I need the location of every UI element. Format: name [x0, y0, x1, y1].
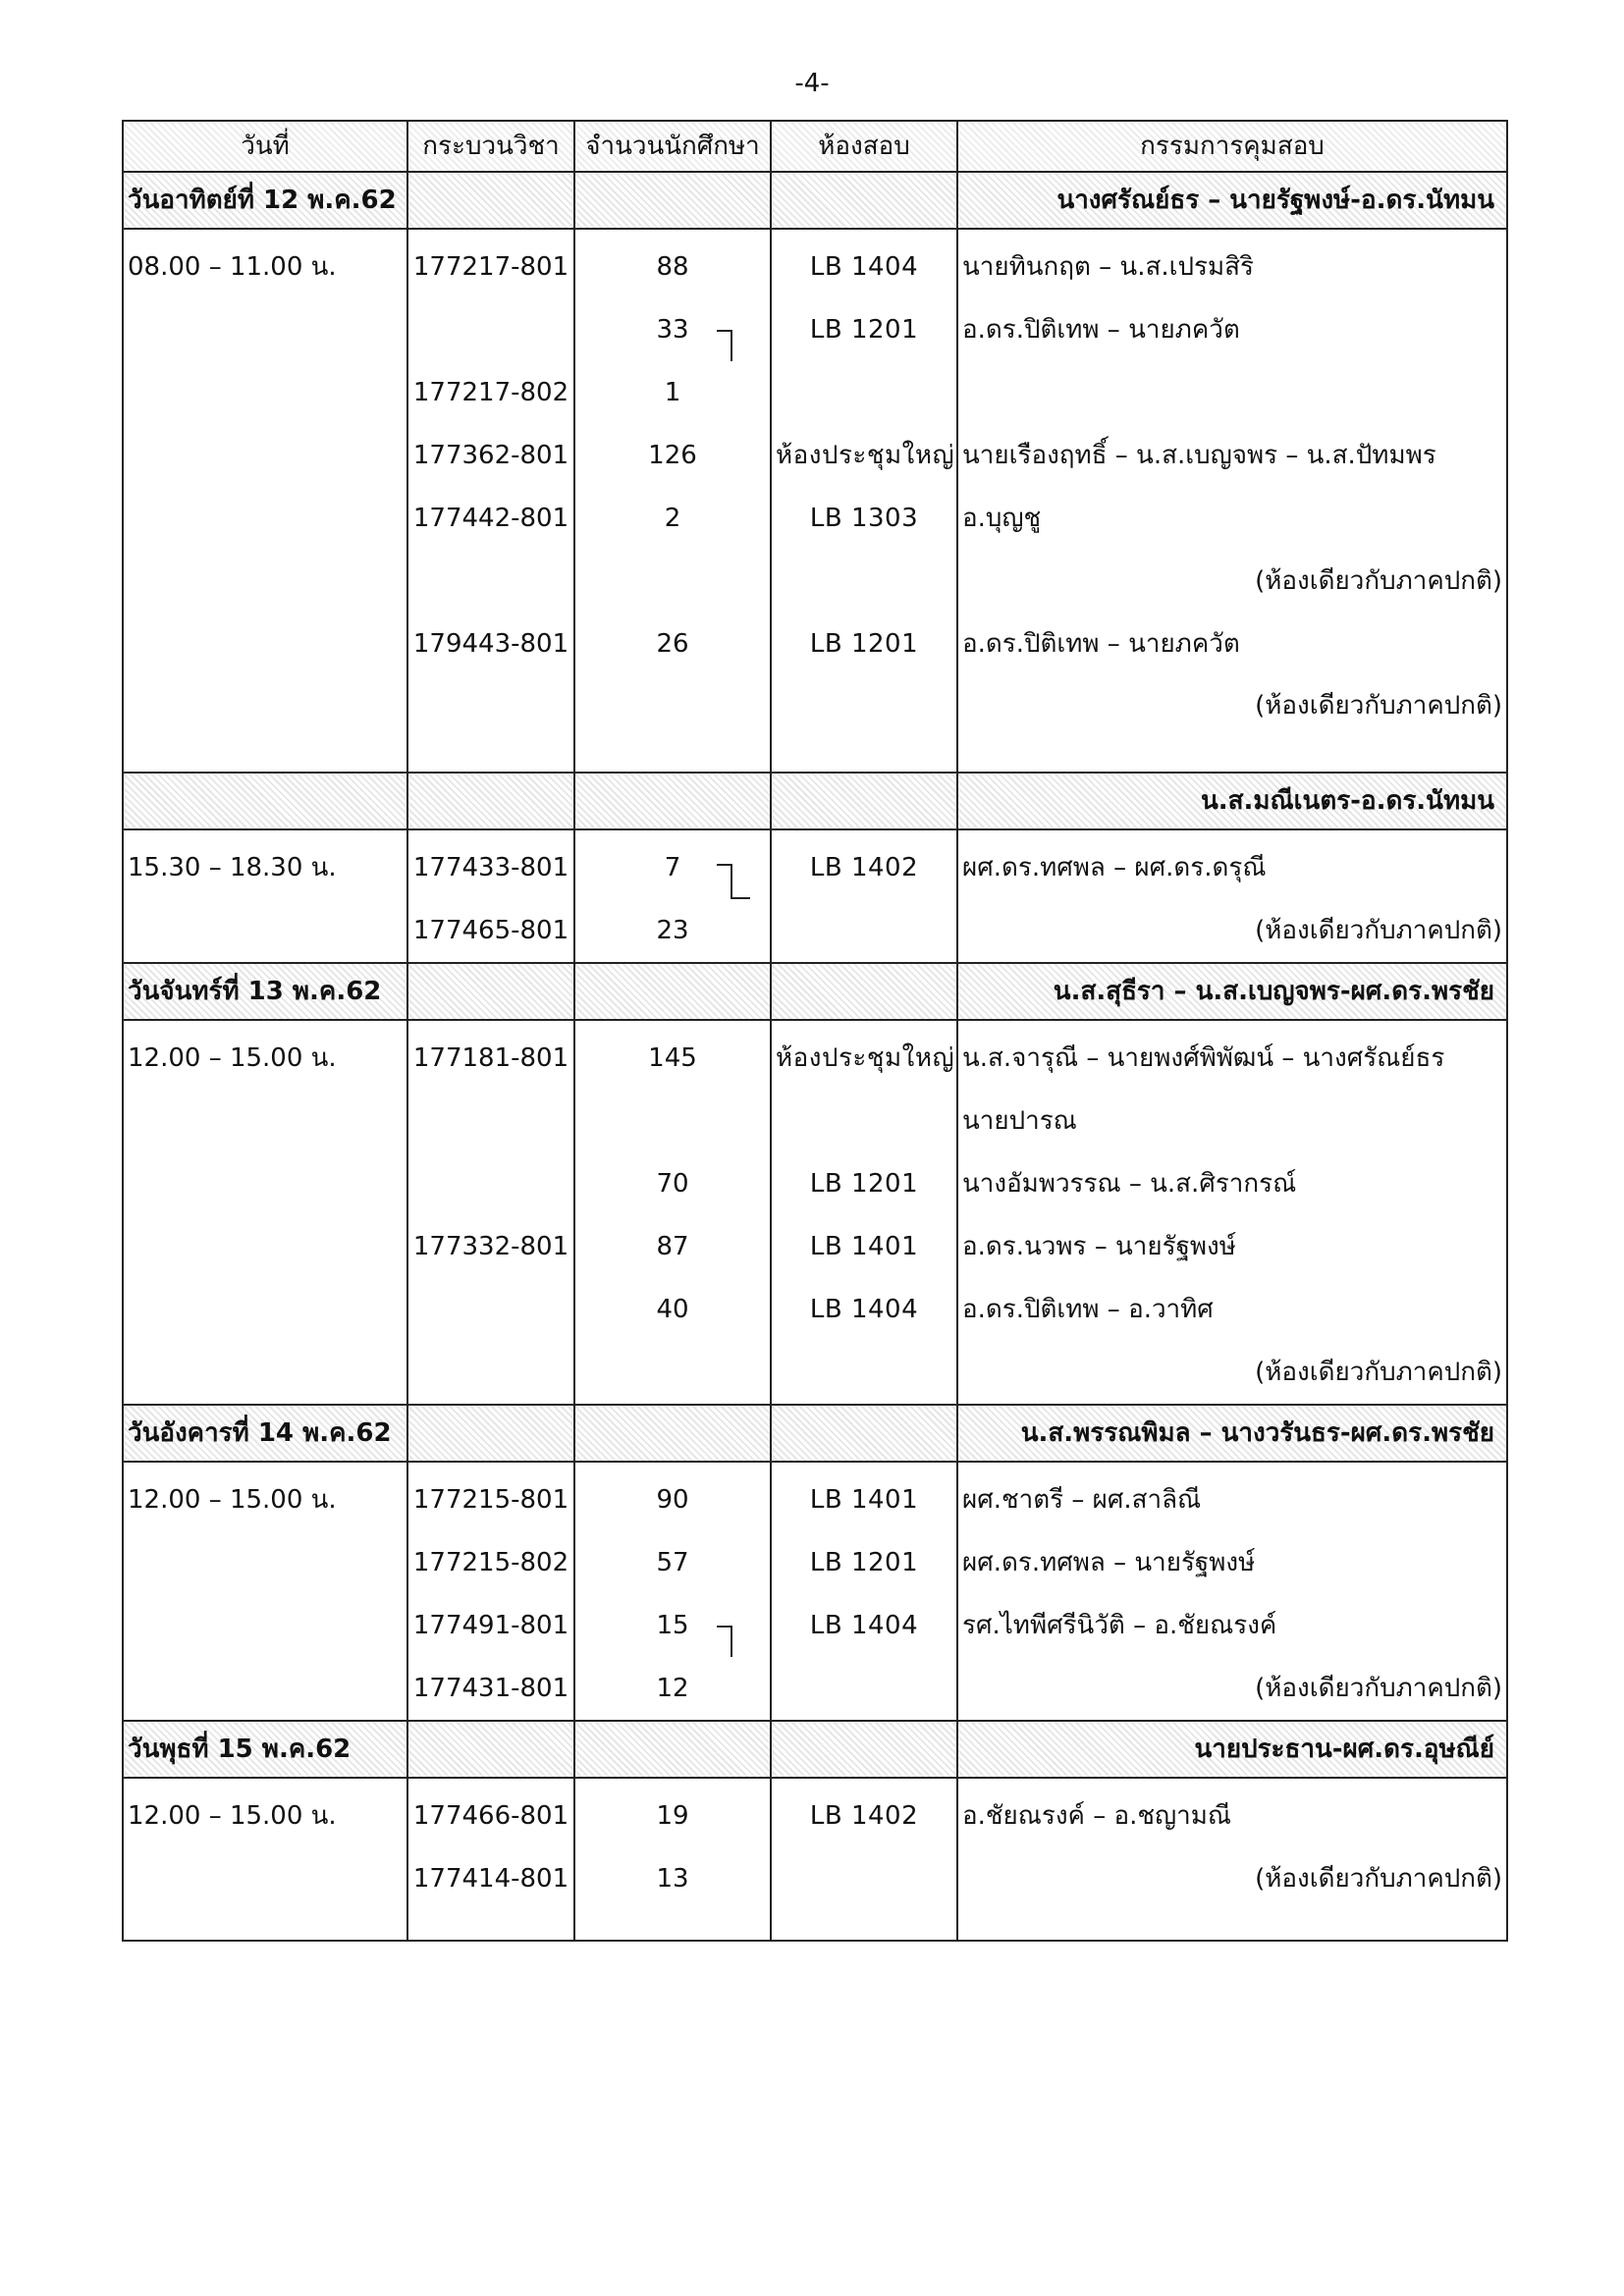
table-row	[123, 1847, 1507, 1910]
note-row	[123, 550, 1507, 613]
exam-room: LB 1404	[771, 229, 957, 298]
course-code: 177181-801	[407, 1020, 574, 1090]
table-row	[123, 1278, 1507, 1341]
student-count-group	[574, 298, 771, 361]
header-row	[123, 121, 1507, 172]
student-count: 87	[574, 1215, 771, 1278]
table-row	[123, 1215, 1507, 1278]
student-count: 57	[574, 1531, 771, 1594]
same-room-note: (ห้องเดียวกับภาคปกติ)	[957, 1657, 1507, 1721]
table-row	[123, 1020, 1507, 1090]
course-code: 177215-802	[407, 1531, 574, 1594]
day-row-wednesday	[123, 1721, 1507, 1778]
proctor-names: นายเรืองฤทธิ์ – น.ส.เบญจพร – น.ส.ปัทมพร	[957, 424, 1507, 487]
proctor-names: อ.ดร.ปิติเทพ – นายภควัต	[957, 613, 1507, 675]
proctor-names: อ.ดร.นวพร – นายรัฐพงษ์	[957, 1215, 1507, 1278]
exam-room: LB 1402	[771, 1778, 957, 1847]
course-code	[407, 1090, 574, 1152]
course-code: 177491-801	[407, 1594, 574, 1657]
student-count: 88	[574, 229, 771, 298]
course-code: 177332-801	[407, 1215, 574, 1278]
table-row	[123, 1594, 1507, 1657]
exam-room: LB 1201	[771, 1152, 957, 1215]
day-label: วันจันทร์ที่ 13 พ.ค.62	[123, 963, 407, 1020]
day-label	[123, 773, 407, 829]
group-brace-icon	[717, 864, 732, 899]
exam-room: LB 1201	[771, 613, 957, 675]
student-count: 1	[574, 361, 771, 424]
course-code	[407, 1278, 574, 1341]
course-code	[407, 298, 574, 361]
time-slot: 12.00 – 15.00 น.	[123, 1778, 407, 1847]
student-count: 70	[574, 1152, 771, 1215]
day-label: วันอังคารที่ 14 พ.ค.62	[123, 1405, 407, 1462]
course-code: 177217-801	[407, 229, 574, 298]
proctor-names: นายปารณ	[957, 1090, 1507, 1152]
student-count: 126	[574, 424, 771, 487]
proctor-names: นายทินกฤต – น.ส.เปรมสิริ	[957, 229, 1507, 298]
exam-room: ห้องประชุมใหญ่	[771, 424, 957, 487]
day-staff: นางศรัณย์ธร – นายรัฐพงษ์-อ.ดร.นัทมน	[957, 172, 1507, 229]
day-label: วันพุธที่ 15 พ.ค.62	[123, 1721, 407, 1778]
student-count-group	[574, 829, 771, 899]
group-brace-icon	[717, 330, 732, 361]
course-code: 177217-802	[407, 361, 574, 424]
time-slot: 12.00 – 15.00 น.	[123, 1462, 407, 1531]
table-row	[123, 487, 1507, 550]
exam-room: LB 1402	[771, 829, 957, 899]
exam-room: LB 1303	[771, 487, 957, 550]
day-staff: น.ส.สุธีรา – น.ส.เบญจพร-ผศ.ดร.พรชัย	[957, 963, 1507, 1020]
proctor-names: รศ.ไทพีศรีนิวัติ – อ.ชัยณรงค์	[957, 1594, 1507, 1657]
time-slot: 15.30 – 18.30 น.	[123, 829, 407, 899]
table-row	[123, 1090, 1507, 1152]
same-room-note: (ห้องเดียวกับภาคปกติ)	[957, 899, 1507, 963]
proctor-names: อ.บุญชู	[957, 487, 1507, 550]
student-count	[574, 1090, 771, 1152]
table-row	[123, 613, 1507, 675]
day-staff: น.ส.มณีเนตร-อ.ดร.นัทมน	[957, 773, 1507, 829]
session-row-afternoon	[123, 773, 1507, 829]
student-count: 23	[574, 899, 771, 963]
student-count: 7	[664, 853, 681, 882]
exam-room	[771, 1090, 957, 1152]
header-course: กระบวนวิชา	[407, 121, 574, 172]
day-label: วันอาทิตย์ที่ 12 พ.ค.62	[123, 172, 407, 229]
student-count: 33	[656, 315, 689, 345]
table-row	[123, 899, 1507, 963]
day-staff: น.ส.พรรณพิมล – นางวรันธร-ผศ.ดร.พรชัย	[957, 1405, 1507, 1462]
student-count: 26	[574, 613, 771, 675]
proctor-names: อ.ชัยณรงค์ – อ.ชญามณี	[957, 1778, 1507, 1847]
exam-room	[771, 361, 957, 424]
course-code: 177442-801	[407, 487, 574, 550]
same-room-note: (ห้องเดียวกับภาคปกติ)	[957, 675, 1507, 773]
course-code: 177466-801	[407, 1778, 574, 1847]
course-code: 177431-801	[407, 1657, 574, 1721]
header-date: วันที่	[123, 121, 407, 172]
student-count: 90	[574, 1462, 771, 1531]
proctor-names: นางอัมพวรรณ – น.ส.ศิรากรณ์	[957, 1152, 1507, 1215]
course-code: 177433-801	[407, 829, 574, 899]
student-count: 19	[574, 1778, 771, 1847]
proctor-names: อ.ดร.ปิติเทพ – อ.วาทิศ	[957, 1278, 1507, 1341]
table-row	[123, 1462, 1507, 1531]
table-row	[123, 829, 1507, 899]
day-row-monday	[123, 963, 1507, 1020]
note-row	[123, 675, 1507, 773]
table-row	[123, 361, 1507, 424]
proctor-names: ผศ.ดร.ทศพล – ผศ.ดร.ดรุณี	[957, 829, 1507, 899]
same-room-note: (ห้องเดียวกับภาคปกติ)	[957, 1341, 1507, 1405]
same-room-note: (ห้องเดียวกับภาคปกติ)	[957, 1847, 1507, 1910]
note-row	[123, 1341, 1507, 1405]
table-row	[123, 1152, 1507, 1215]
student-count: 13	[574, 1847, 771, 1910]
proctor-names: อ.ดร.ปิติเทพ – นายภควัต	[957, 298, 1507, 361]
student-count: 15	[656, 1611, 689, 1640]
exam-room: LB 1401	[771, 1462, 957, 1531]
student-count: 12	[574, 1657, 771, 1721]
student-count: 40	[574, 1278, 771, 1341]
course-code: 179443-801	[407, 613, 574, 675]
exam-room	[771, 899, 957, 963]
table-row	[123, 1657, 1507, 1721]
proctor-names	[957, 361, 1507, 424]
exam-room: LB 1201	[771, 1531, 957, 1594]
student-count-group	[574, 1594, 771, 1657]
course-code	[407, 1152, 574, 1215]
time-slot: 12.00 – 15.00 น.	[123, 1020, 407, 1090]
exam-room: LB 1401	[771, 1215, 957, 1278]
course-code: 177465-801	[407, 899, 574, 963]
table-end-spacer	[123, 1910, 1507, 1941]
exam-schedule-table	[122, 120, 1508, 1942]
exam-room: LB 1404	[771, 1594, 957, 1657]
day-staff: นายประธาน-ผศ.ดร.อุษณีย์	[957, 1721, 1507, 1778]
proctor-names: ผศ.ดร.ทศพล – นายรัฐพงษ์	[957, 1531, 1507, 1594]
table-row	[123, 1778, 1507, 1847]
exam-room: LB 1404	[771, 1278, 957, 1341]
proctor-names: น.ส.จารุณี – นายพงศ์พิพัฒน์ – นางศรัณย์ธร	[957, 1020, 1507, 1090]
header-room: ห้องสอบ	[771, 121, 957, 172]
table-row	[123, 424, 1507, 487]
table-row	[123, 229, 1507, 298]
time-slot: 08.00 – 11.00 น.	[123, 229, 407, 298]
student-count: 145	[574, 1020, 771, 1090]
day-row-tuesday	[123, 1405, 1507, 1462]
exam-room	[771, 1847, 957, 1910]
exam-room: LB 1201	[771, 298, 957, 361]
same-room-note: (ห้องเดียวกับภาคปกติ)	[957, 550, 1507, 613]
proctor-names: ผศ.ชาตรี – ผศ.สาลิณี	[957, 1462, 1507, 1531]
header-students: จำนวนนักศึกษา	[574, 121, 771, 172]
exam-room	[771, 1657, 957, 1721]
student-count: 2	[574, 487, 771, 550]
course-code: 177362-801	[407, 424, 574, 487]
table-row	[123, 1531, 1507, 1594]
header-proctors: กรรมการคุมสอบ	[957, 121, 1507, 172]
day-row-sunday	[123, 172, 1507, 229]
course-code: 177215-801	[407, 1462, 574, 1531]
exam-room: ห้องประชุมใหญ่	[771, 1020, 957, 1090]
course-code: 177414-801	[407, 1847, 574, 1910]
table-row	[123, 298, 1507, 361]
group-brace-icon	[717, 1626, 732, 1657]
page-number: -4-	[794, 69, 830, 98]
